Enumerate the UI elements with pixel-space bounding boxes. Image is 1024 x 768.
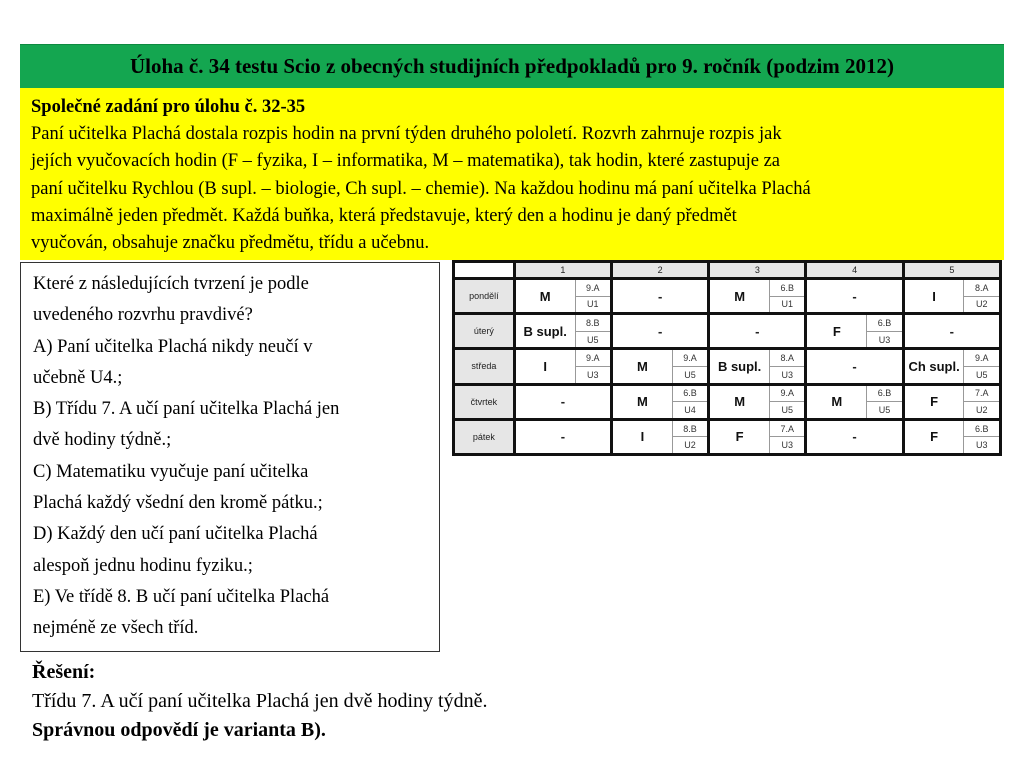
lesson-class: 7.A xyxy=(964,384,1001,402)
lesson-class: 9.A xyxy=(575,349,611,367)
lesson-subject: B supl. xyxy=(709,349,770,384)
lesson-class: 6.B xyxy=(964,419,1001,437)
assignment-line: paní učitelku Rychlou (B supl. – biologie, Ch supl. – chemie). Na každou hodinu má paní učitelka Plachá xyxy=(31,178,811,199)
empty-lesson: - xyxy=(806,419,903,454)
lesson-room: U2 xyxy=(672,437,708,455)
lesson-room: U3 xyxy=(575,366,611,384)
lesson-room: U2 xyxy=(964,296,1001,314)
lesson-subject: I xyxy=(514,349,575,384)
lesson-room: U3 xyxy=(770,366,806,384)
option-b-line: B) Třídu 7. A učí paní učitelka Plachá jen xyxy=(33,399,340,420)
option-c-line: Plachá každý všední den kromě pátku.; xyxy=(33,493,323,514)
option-e-line: E) Ve třídě 8. B učí paní učitelka Plachá xyxy=(33,586,330,607)
lesson-class: 8.B xyxy=(672,419,708,437)
lesson-room: U1 xyxy=(770,296,806,314)
lesson-subject: M xyxy=(612,384,673,419)
lesson-subject: Ch supl. xyxy=(903,349,964,384)
period-header: 2 xyxy=(612,262,709,279)
lesson-room: U3 xyxy=(770,437,806,455)
empty-lesson: - xyxy=(514,384,611,419)
day-label: čtvrtek xyxy=(454,384,515,419)
assignment-heading: Společné zadání pro úlohu č. 32-35 xyxy=(31,97,306,117)
empty-lesson: - xyxy=(514,419,611,454)
solution xyxy=(32,658,487,745)
option-b-line: dvě hodiny týdně.; xyxy=(33,430,172,451)
empty-lesson: - xyxy=(903,314,1000,349)
timetable-row xyxy=(454,419,1001,437)
empty-lesson: - xyxy=(612,314,709,349)
timetable-row xyxy=(454,314,1001,332)
lesson-subject: I xyxy=(612,419,673,454)
empty-lesson: - xyxy=(806,279,903,314)
lesson-class: 9.A xyxy=(770,384,806,402)
lesson-subject: M xyxy=(806,384,867,419)
solution-answer: Správnou odpovědí je varianta B). xyxy=(32,719,326,741)
option-c-line: C) Matematiku vyučuje paní učitelka xyxy=(33,461,309,482)
lesson-class: 8.A xyxy=(964,279,1001,297)
lesson-subject: F xyxy=(806,314,867,349)
option-e-line: nejméně ze všech tříd. xyxy=(33,618,199,639)
period-header: 4 xyxy=(806,262,903,279)
period-header: 5 xyxy=(903,262,1000,279)
option-d-line: alespoň jednu hodinu fyziku.; xyxy=(33,555,253,576)
lesson-class: 6.B xyxy=(672,384,708,402)
lesson-subject: F xyxy=(903,419,964,454)
lesson-class: 6.B xyxy=(867,384,903,402)
lesson-class: 9.A xyxy=(672,349,708,367)
lesson-class: 9.A xyxy=(964,349,1001,367)
option-a-line: A) Paní učitelka Plachá nikdy neučí v xyxy=(33,336,313,357)
lesson-room: U3 xyxy=(964,437,1001,455)
empty-lesson: - xyxy=(806,349,903,384)
lesson-room: U5 xyxy=(672,366,708,384)
slide-title-text: Úloha č. 34 testu Scio z obecných studijních předpokladů pro 9. ročník (podzim 2012) xyxy=(129,54,895,78)
period-header: 3 xyxy=(709,262,806,279)
timetable-row xyxy=(454,279,1001,297)
lesson-room: U4 xyxy=(672,402,708,420)
lesson-room: U3 xyxy=(867,331,903,349)
lesson-room: U1 xyxy=(575,296,611,314)
timetable-header-row xyxy=(454,262,1001,279)
lesson-subject: M xyxy=(709,384,770,419)
lesson-subject: M xyxy=(514,279,575,314)
assignment-line: jejích vyučovacích hodin (F – fyzika, I – informatika, M – matematika), tak hodin, které zastupuje za xyxy=(31,151,781,172)
lesson-class: 6.B xyxy=(770,279,806,297)
day-label: středa xyxy=(454,349,515,384)
timetable-row xyxy=(454,384,1001,402)
common-assignment xyxy=(20,88,1004,260)
lesson-room: U2 xyxy=(964,402,1001,420)
lesson-class: 9.A xyxy=(575,279,611,297)
day-label: pátek xyxy=(454,419,515,454)
lesson-class: 6.B xyxy=(867,314,903,332)
period-header: 1 xyxy=(514,262,611,279)
option-a-line: učebně U4.; xyxy=(33,367,123,388)
lesson-subject: I xyxy=(903,279,964,314)
timetable xyxy=(452,260,1002,456)
lesson-subject: M xyxy=(709,279,770,314)
lesson-room: U5 xyxy=(575,331,611,349)
option-d-line: D) Každý den učí paní učitelka Plachá xyxy=(33,524,318,545)
day-label: pondělí xyxy=(454,279,515,314)
lesson-subject: F xyxy=(903,384,964,419)
solution-text: Třídu 7. A učí paní učitelka Plachá jen dvě hodiny týdně. xyxy=(32,690,488,712)
assignment-line: Paní učitelka Plachá dostala rozpis hodin na první týden druhého pololetí. Rozvrh zahrnuje rozpis jak xyxy=(31,124,782,145)
lesson-room: U5 xyxy=(770,402,806,420)
timetable-row xyxy=(454,349,1001,367)
question-line: Které z následujících tvrzení je podle xyxy=(33,274,309,294)
lesson-class: 8.B xyxy=(575,314,611,332)
lesson-subject: B supl. xyxy=(514,314,575,349)
lesson-class: 7.A xyxy=(770,419,806,437)
question-box xyxy=(20,262,440,652)
timetable-corner xyxy=(454,262,515,279)
slide-title xyxy=(20,44,1004,88)
day-label: úterý xyxy=(454,314,515,349)
lesson-class: 8.A xyxy=(770,349,806,367)
assignment-line: maximálně jeden předmět. Každá buňka, která představuje, který den a hodinu je daný předmět xyxy=(31,205,737,226)
question-line: uvedeného rozvrhu pravdivé? xyxy=(33,305,253,326)
empty-lesson: - xyxy=(612,279,709,314)
empty-lesson: - xyxy=(709,314,806,349)
lesson-subject: F xyxy=(709,419,770,454)
solution-heading: Řešení: xyxy=(32,661,96,683)
lesson-subject: M xyxy=(612,349,673,384)
lesson-room: U5 xyxy=(867,402,903,420)
lesson-room: U5 xyxy=(964,366,1001,384)
assignment-line: vyučován, obsahuje značku předmětu, třídu a učebnu. xyxy=(31,233,430,254)
